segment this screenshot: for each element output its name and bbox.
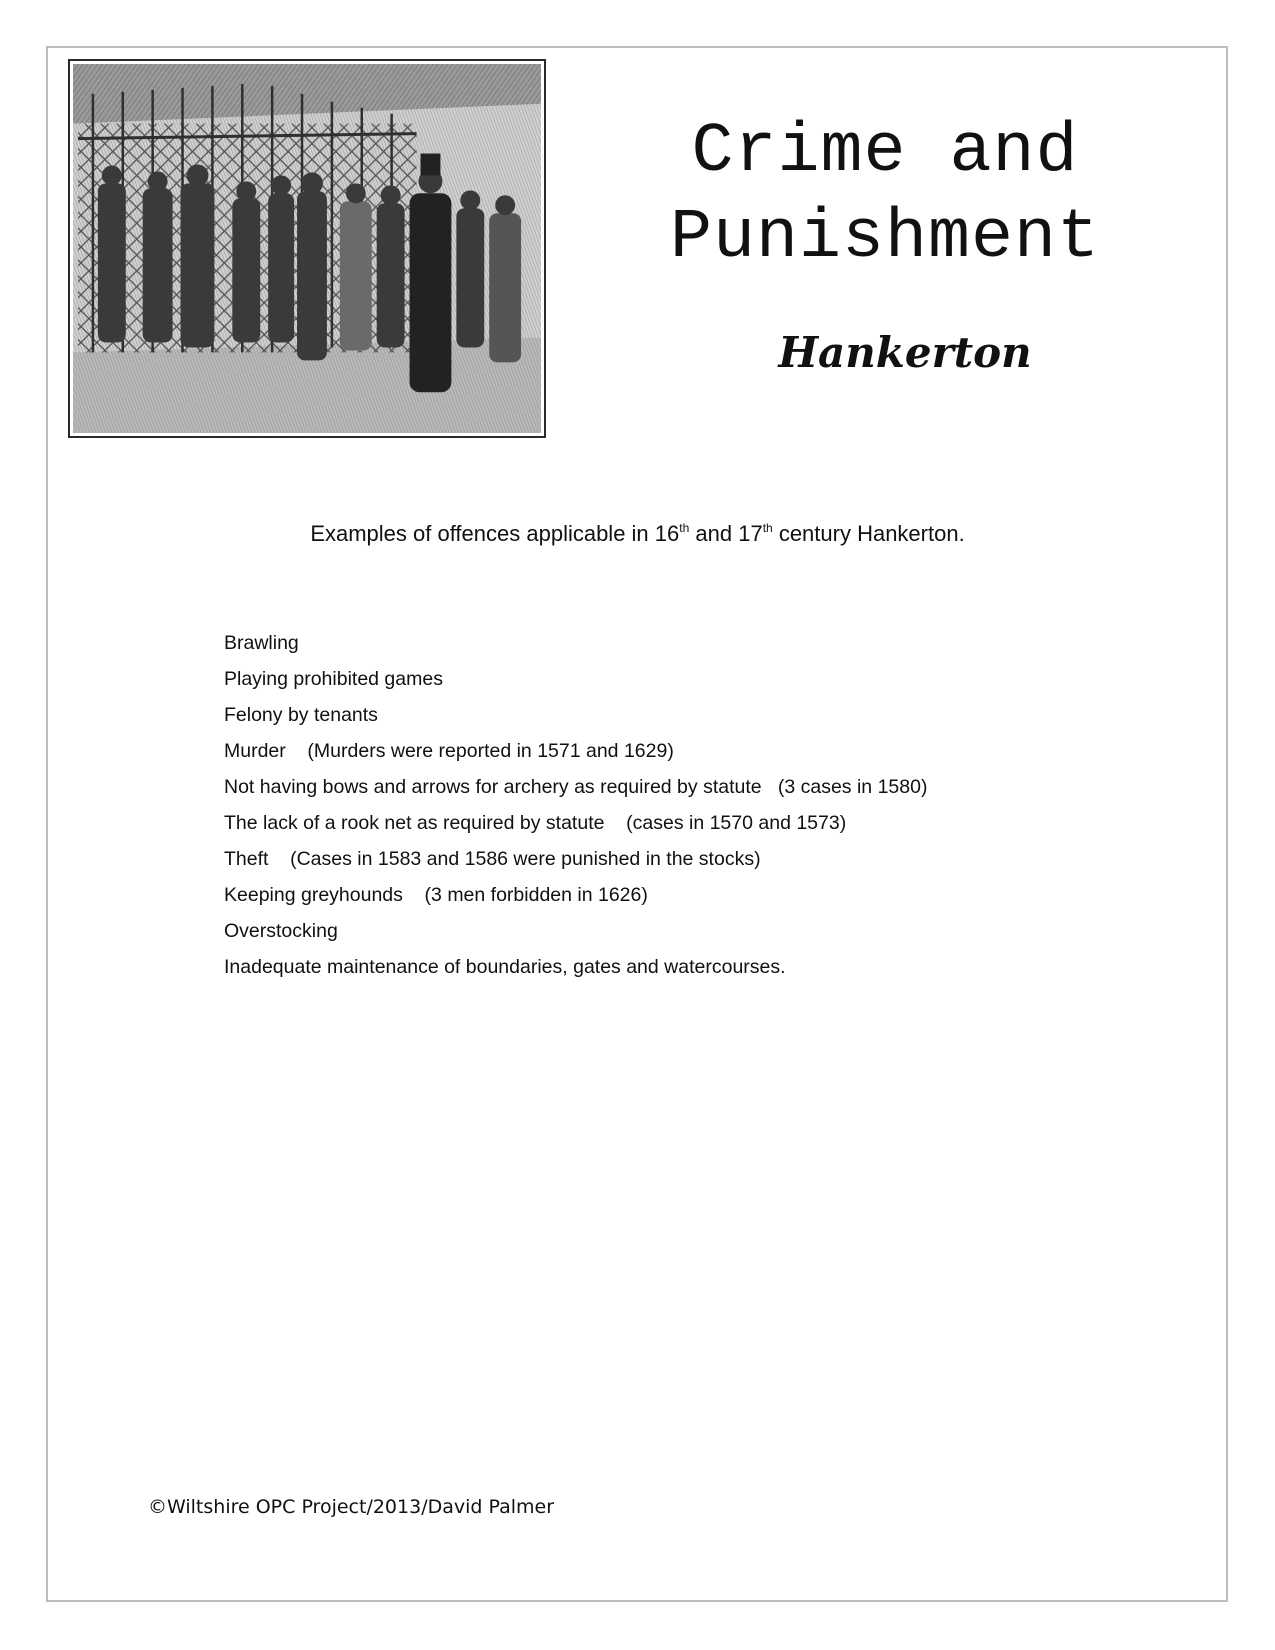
list-item: Not having bows and arrows for archery as required by statute (3 cases in 1580) [224, 776, 928, 798]
place-subtitle: Hankerton [778, 328, 1032, 377]
intro-part-3: century Hankerton. [772, 521, 965, 546]
title-line-1: Crime and [691, 113, 1079, 192]
list-item: Playing prohibited games [224, 668, 443, 690]
intro-sentence [0, 521, 1275, 547]
page-title [620, 110, 1150, 282]
list-item: Theft (Cases in 1583 and 1586 were punished in the stocks) [224, 848, 761, 870]
list-item: Overstocking [224, 920, 338, 942]
list-item: Inadequate maintenance of boundaries, gates and watercourses. [224, 956, 786, 978]
intro-superscript-2: th [762, 521, 773, 535]
offence-list [224, 625, 927, 985]
engraving-image [68, 59, 546, 438]
title-line-2: Punishment [669, 199, 1101, 278]
list-item: Felony by tenants [224, 704, 378, 726]
intro-superscript-1: th [679, 521, 690, 535]
engraving-illustration [73, 64, 541, 433]
intro-part-1: Examples of offences applicable in 16 [310, 521, 680, 546]
list-item: Keeping greyhounds (3 men forbidden in 1626) [224, 884, 648, 906]
intro-part-2: and 17 [689, 521, 763, 546]
copyright-footer: ©Wiltshire OPC Project/2013/David Palmer [148, 1496, 555, 1518]
list-item: The lack of a rook net as required by statute (cases in 1570 and 1573) [224, 812, 847, 834]
list-item: Brawling [224, 632, 299, 654]
list-item: Murder (Murders were reported in 1571 and 1629) [224, 740, 674, 762]
